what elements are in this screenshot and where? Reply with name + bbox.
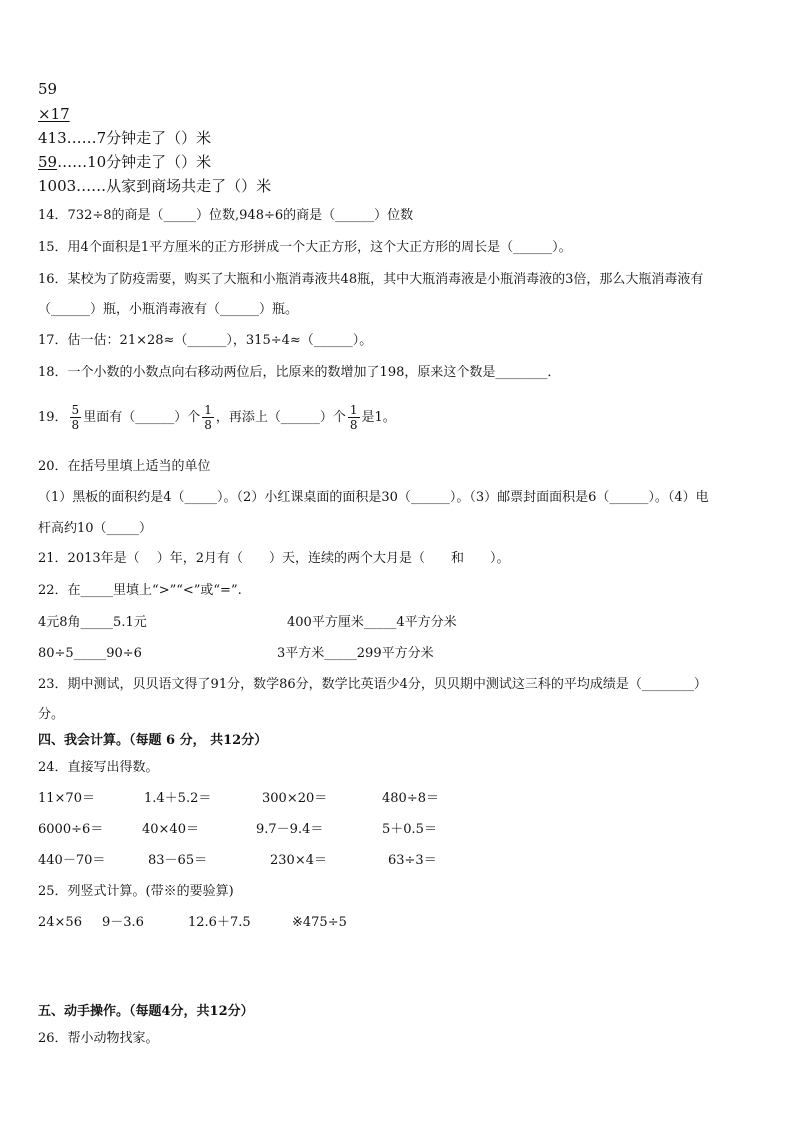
calc-row-1: 413……7分钟走了（）米	[38, 129, 212, 147]
mental-calc-item: 63÷3＝	[388, 853, 437, 868]
calc-row-2	[38, 152, 211, 172]
mental-calc-item: 40×40＝	[142, 822, 199, 837]
vertical-calc-item: 9－3.6	[102, 915, 144, 930]
fraction-five-eighths: $\frac{5}{8}$	[71, 403, 80, 432]
question-14: 14．732÷8的商是（_____）位数,948÷6的商是（______）位数	[38, 208, 414, 223]
calc-row-2-number: 59	[38, 153, 58, 171]
calc-multiplicand: 59	[38, 80, 58, 98]
mental-calc-item: 230×4＝	[270, 853, 327, 868]
calc-row-2-text: ……10分钟走了（）米	[57, 153, 212, 171]
fraction-one-eighth-2: $\frac{1}{8}$	[349, 403, 358, 432]
mental-calc-item: 5＋0.5＝	[382, 822, 437, 837]
question-23-line-2: 分。	[38, 707, 65, 722]
question-18: 18．一个小数的小数点向右移动两位后，比原来的数增加了198，原来这个数是________．	[38, 365, 561, 380]
question-17: 17．估一估：21×28≈（______），315÷4≈（______）。	[38, 333, 373, 348]
mental-calc-item: 9.7－9.4＝	[256, 822, 324, 837]
question-22-title: 22．在_____里填上“>”“<”或“=”.	[38, 583, 242, 598]
question-19-part-2: ，再添上（______）个	[215, 410, 346, 425]
question-20-line-1: （1）黑板的面积约是4（_____）。（2）小红课桌面的面积是30（______）。（3）邮票封面面积是6（______）。（4）电	[38, 490, 709, 505]
question-21: 21．2013年是（ ）年，2月有（ ）天，连续的两个大月是（ 和 ）。	[38, 551, 510, 566]
section-5-heading: 五、动手操作。（每题4分，共12分）	[38, 1004, 254, 1019]
mental-calc-item: 300×20＝	[262, 791, 328, 806]
compare-c: 80÷5_____90÷6	[38, 646, 142, 661]
vertical-calc-item: 24×56	[38, 915, 82, 930]
mental-calc-item: 1.4＋5.2＝	[144, 791, 212, 806]
question-20-title: 20．在括号里填上适当的单位	[38, 459, 211, 474]
question-19-part-3: 是1。	[361, 410, 396, 425]
compare-b: 400平方厘米_____4平方分米	[287, 615, 457, 630]
calc-row-3: 1003……从家到商场共走了（）米	[38, 177, 272, 195]
mental-calc-item: 440－70＝	[38, 853, 106, 868]
compare-a: 4元8角_____5.1元	[38, 615, 147, 630]
question-23-line-1: 23．期中测试，贝贝语文得了91分，数学86分，数学比英语少4分，贝贝期中测试这三科的平均成绩是（________）	[38, 677, 707, 692]
question-25-title: 25．列竖式计算。(带※的要验算)	[38, 884, 234, 899]
question-15: 15．用4个面积是1平方厘米的正方形拼成一个大正方形，这个大正方形的周长是（______）。	[38, 240, 572, 255]
question-24-title: 24．直接写出得数。	[38, 760, 159, 775]
vertical-calc-item: 12.6＋7.5	[188, 915, 251, 930]
question-19	[38, 398, 396, 438]
calc-multiplier: ×17	[38, 105, 70, 123]
question-16-line-1: 16．某校为了防疫需要，购买了大瓶和小瓶消毒液共48瓶，其中大瓶消毒液是小瓶消毒液的3倍，那么大瓶消毒液有	[38, 272, 704, 287]
question-20-line-2: 杆高约10（_____）	[38, 521, 153, 536]
question-16-line-2: （______）瓶，小瓶消毒液有（______）瓶。	[38, 302, 299, 317]
compare-d: 3平方米_____299平方分米	[277, 646, 434, 661]
fraction-one-eighth: $\frac{1}{8}$	[204, 403, 212, 432]
question-26-title: 26．帮小动物找家。	[38, 1031, 159, 1046]
section-4-heading: 四、我会计算。（每题 6 分， 共12分）	[38, 733, 268, 748]
mental-calc-item: 11×70＝	[38, 791, 95, 806]
question-19-part-1: 里面有（______）个	[83, 410, 201, 425]
question-19-prefix: 19．	[38, 410, 68, 425]
vertical-calc-item: ※475÷5	[292, 915, 347, 930]
mental-calc-item: 6000÷6＝	[38, 822, 104, 837]
mental-calc-item: 480÷8＝	[382, 791, 439, 806]
mental-calc-item: 83－65＝	[148, 853, 208, 868]
